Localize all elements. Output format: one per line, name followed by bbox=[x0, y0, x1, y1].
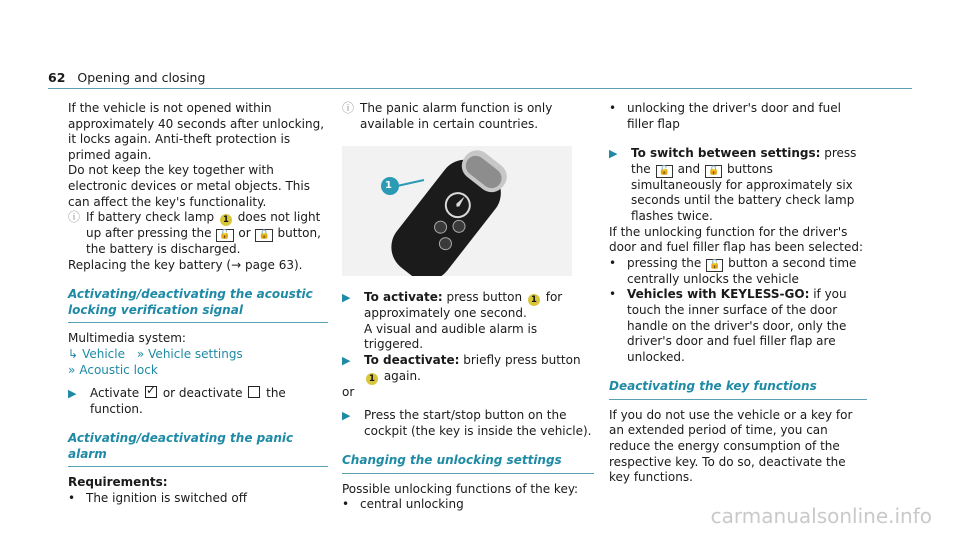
acoustic-step: ▶ Activate ✓ or deactivate the function. bbox=[68, 386, 328, 417]
unlock-bullet: • pressing the 🔓 button a second time centrally unlocks the vehicle bbox=[609, 255, 857, 286]
header-rule bbox=[48, 88, 912, 89]
double-chevron-icon: » bbox=[68, 362, 76, 377]
key-storage-paragraph: Do not keep the key together with electronic devices or metal objects. This can affect the key's functionality. bbox=[68, 163, 310, 209]
key-fob-illustration bbox=[342, 146, 572, 276]
start-stop-step: ▶ Press the start/stop button on the cockpit (the key is inside the vehicle). bbox=[342, 408, 592, 438]
callout-badge: 1 bbox=[220, 214, 232, 226]
step-arrow-icon: ▶ bbox=[342, 353, 351, 367]
column-2 bbox=[342, 101, 594, 513]
switch-settings-step: ▶ To switch between settings: press the 🔓 and 🔒 buttons simultaneously for approximately six seconds until the battery check lamp flashes twice. bbox=[609, 146, 857, 223]
key-fob-image bbox=[342, 146, 572, 276]
menu-path bbox=[68, 347, 328, 378]
panic-alarm-heading: Activating/deactivating the panic alarm bbox=[68, 431, 294, 461]
or-label: or bbox=[342, 384, 355, 399]
double-chevron-icon: » bbox=[136, 346, 145, 361]
unlock-key-icon: 🔓 bbox=[706, 259, 723, 272]
image-callout: 1 bbox=[385, 180, 392, 192]
deactivate-step: ▶ To deactivate: briefly press button 1 again. bbox=[342, 352, 581, 384]
info-icon: ⓘ bbox=[342, 101, 355, 115]
unlock-key-icon: 🔓 bbox=[656, 165, 673, 178]
menu-item-vehicle-settings[interactable]: Vehicle settings bbox=[148, 346, 243, 361]
info-icon: ⓘ bbox=[68, 210, 81, 225]
unlocking-option: • unlocking the driver's door and fuel filler flap bbox=[609, 101, 841, 131]
menu-item-vehicle[interactable]: Vehicle bbox=[82, 346, 125, 361]
column-1 bbox=[68, 101, 328, 507]
selection-paragraph: If the unlocking function for the driver's door and fuel filler flap has been selected: bbox=[609, 224, 864, 255]
return-arrow-icon: ↳ bbox=[68, 346, 79, 361]
step-arrow-icon: ▶ bbox=[68, 387, 77, 401]
step-arrow-icon: ▶ bbox=[609, 147, 618, 161]
page-number: 62 bbox=[48, 70, 66, 85]
deactivating-heading: Deactivating the key functions bbox=[609, 379, 817, 394]
lock-key-icon: 🔒 bbox=[705, 165, 722, 178]
unlocking-intro: Possible unlocking functions of the key: bbox=[342, 481, 579, 496]
deactivating-paragraph: If you do not use the vehicle or a key for an extended period of time, you can reduce the energy consumption of the respective key. To do so, deactivate the key functions. bbox=[609, 407, 853, 485]
callout-badge: 1 bbox=[528, 294, 540, 306]
menu-label: Multimedia system: bbox=[68, 331, 186, 346]
battery-note: ⓘ If battery check lamp 1 does not light up after pressing the 🔓 or 🔒 button, the battery is discharged. bbox=[68, 210, 321, 257]
activate-step: ▶ To activate: press button 1 for approximately one second. A visual and audible alarm is triggered. bbox=[342, 290, 563, 352]
step-arrow-icon: ▶ bbox=[342, 409, 351, 423]
unlock-key-icon: 🔓 bbox=[216, 229, 233, 242]
callout-badge: 1 bbox=[366, 373, 378, 385]
panic-availability-note: ⓘ The panic alarm function is only available in certain countries. bbox=[342, 101, 553, 131]
chapter-title: Opening and closing bbox=[77, 70, 206, 85]
step-arrow-icon: ▶ bbox=[342, 291, 351, 305]
checked-checkbox-icon bbox=[145, 386, 157, 398]
column-3 bbox=[609, 101, 867, 486]
keyless-go-bullet: • Vehicles with KEYLESS-GO: if you touch the inner surface of the door handle on the driver's door, only the driver's door and fuel filler flap are unlocked. bbox=[609, 287, 847, 364]
lock-key-icon: 🔒 bbox=[255, 229, 272, 242]
acoustic-signal-heading: Activating/deactivating the acoustic locking verification signal bbox=[68, 287, 313, 317]
unlocking-settings-heading: Changing the unlocking settings bbox=[342, 453, 562, 468]
unlocking-option: • central unlocking bbox=[342, 497, 464, 512]
page-header bbox=[48, 70, 205, 86]
watermark: carmanualsonline.info bbox=[710, 504, 932, 529]
menu-item-acoustic-lock[interactable]: Acoustic lock bbox=[79, 362, 158, 377]
battery-replacement-link[interactable]: Replacing the key battery (→ page 63). bbox=[68, 257, 303, 272]
intro-paragraph: If the vehicle is not opened within approximately 40 seconds after unlocking, it locks again. Anti-theft protection is primed again. bbox=[68, 101, 325, 162]
requirement-item: • The ignition is switched off bbox=[68, 490, 247, 505]
unchecked-checkbox-icon bbox=[248, 386, 260, 398]
requirements-label: Requirements: bbox=[68, 475, 168, 490]
